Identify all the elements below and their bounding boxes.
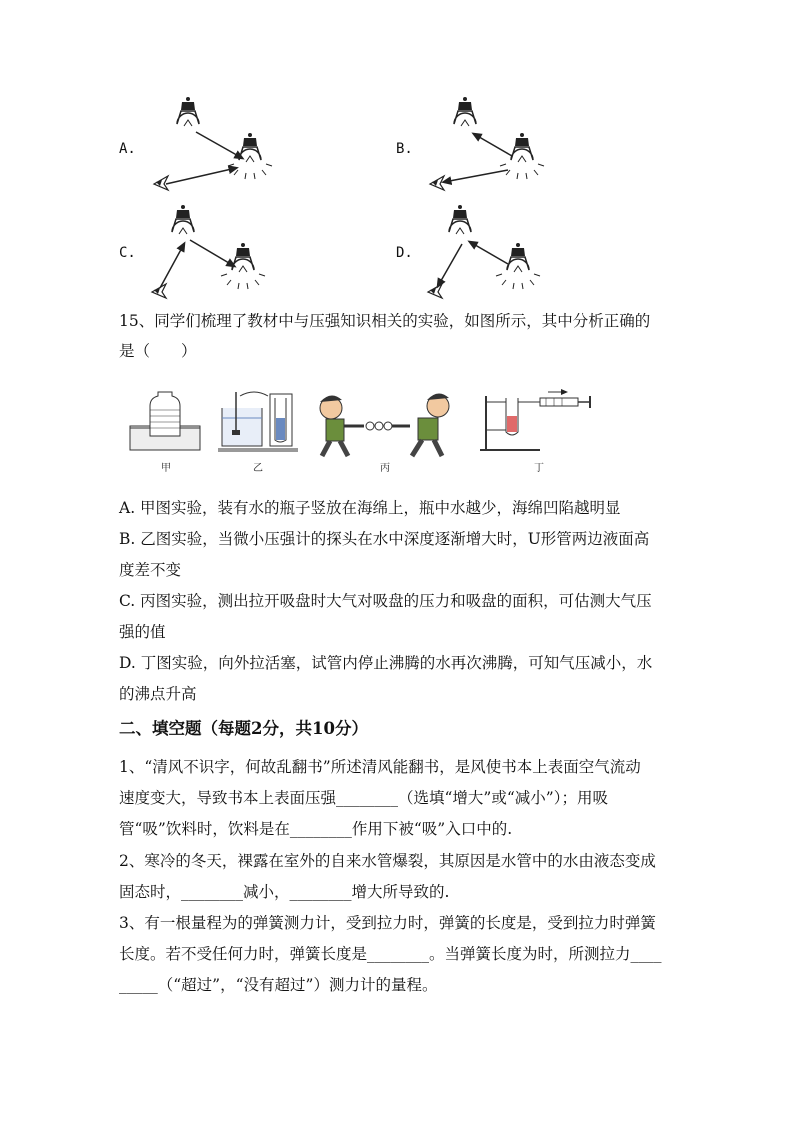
q3-line1: 3、有一根量程为的弹簧测力计，受到拉力时，弹簧的长度是，受到拉力时弹簧 [119, 914, 656, 932]
caption-jia: 甲 [161, 463, 171, 474]
diagram-d [428, 205, 540, 298]
section-title: 二、填空题（每题2分，共10分） [119, 719, 368, 738]
q15-option-c-line2: 强的值 [119, 623, 166, 641]
pressure-experiments-figure [0, 388, 794, 478]
figure-yi [218, 392, 298, 452]
option-b-label: B. [396, 141, 413, 157]
figure-jia [130, 392, 200, 450]
q3-line2: 长度。若不受任何力时，弹簧长度是________。当弹簧长度为时，所测拉力____ [119, 945, 662, 963]
q2-line1: 2、寒冷的冬天，裸露在室外的自来水管爆裂，其原因是水管中的水由液态变成 [119, 852, 656, 870]
figure-ding [480, 392, 590, 450]
diagram-b [430, 97, 544, 190]
caption-bing: 丙 [380, 463, 390, 474]
caption-yi: 乙 [253, 463, 263, 474]
q3-line3: _____（“超过”，“没有超过”）测力计的量程。 [119, 976, 438, 994]
option-a-label: A. [119, 141, 136, 157]
q15-option-c-line1: C. 丙图实验，测出拉开吸盘时大气对吸盘的压力和吸盘的面积，可估测大气压 [119, 592, 652, 610]
option-d-label: D. [396, 245, 413, 261]
figure-bing [320, 393, 449, 456]
caption-ding: 丁 [534, 463, 544, 474]
light-path-diagrams [0, 0, 794, 300]
q15-option-b-line2: 度差不变 [119, 561, 182, 579]
q1-line2: 速度变大，导致书本上表面压强________（选填“增大”或“减小”）；用吸 [119, 789, 608, 807]
diagram-c [152, 205, 265, 298]
q15-option-a: A. 甲图实验，装有水的瓶子竖放在海绵上，瓶中水越少，海绵凹陷越明显 [119, 499, 621, 517]
q15-option-d-line2: 的沸点升高 [119, 685, 197, 703]
q15-stem-line1: 15、同学们梳理了教材中与压强知识相关的实验，如图所示，其中分析正确的 [119, 312, 651, 330]
diagram-a [154, 97, 272, 190]
q15-option-d-line1: D. 丁图实验，向外拉活塞，试管内停止沸腾的水再次沸腾，可知气压减小，水 [119, 654, 653, 672]
q15-option-b-line1: B. 乙图实验，当微小压强计的探头在水中深度逐渐增大时，U形管两边液面高 [119, 530, 650, 548]
q2-line2: 固态时，________减小，________增大所导致的. [119, 883, 450, 901]
option-c-label: C. [119, 245, 136, 261]
q1-line3: 管“吸”饮料时，饮料是在________作用下被“吸”入口中的. [119, 820, 513, 838]
q1-line1: 1、“清风不识字，何故乱翻书”所述清风能翻书，是风使书本上表面空气流动 [119, 758, 641, 776]
q15-stem-line2: 是（ ） [119, 342, 197, 360]
